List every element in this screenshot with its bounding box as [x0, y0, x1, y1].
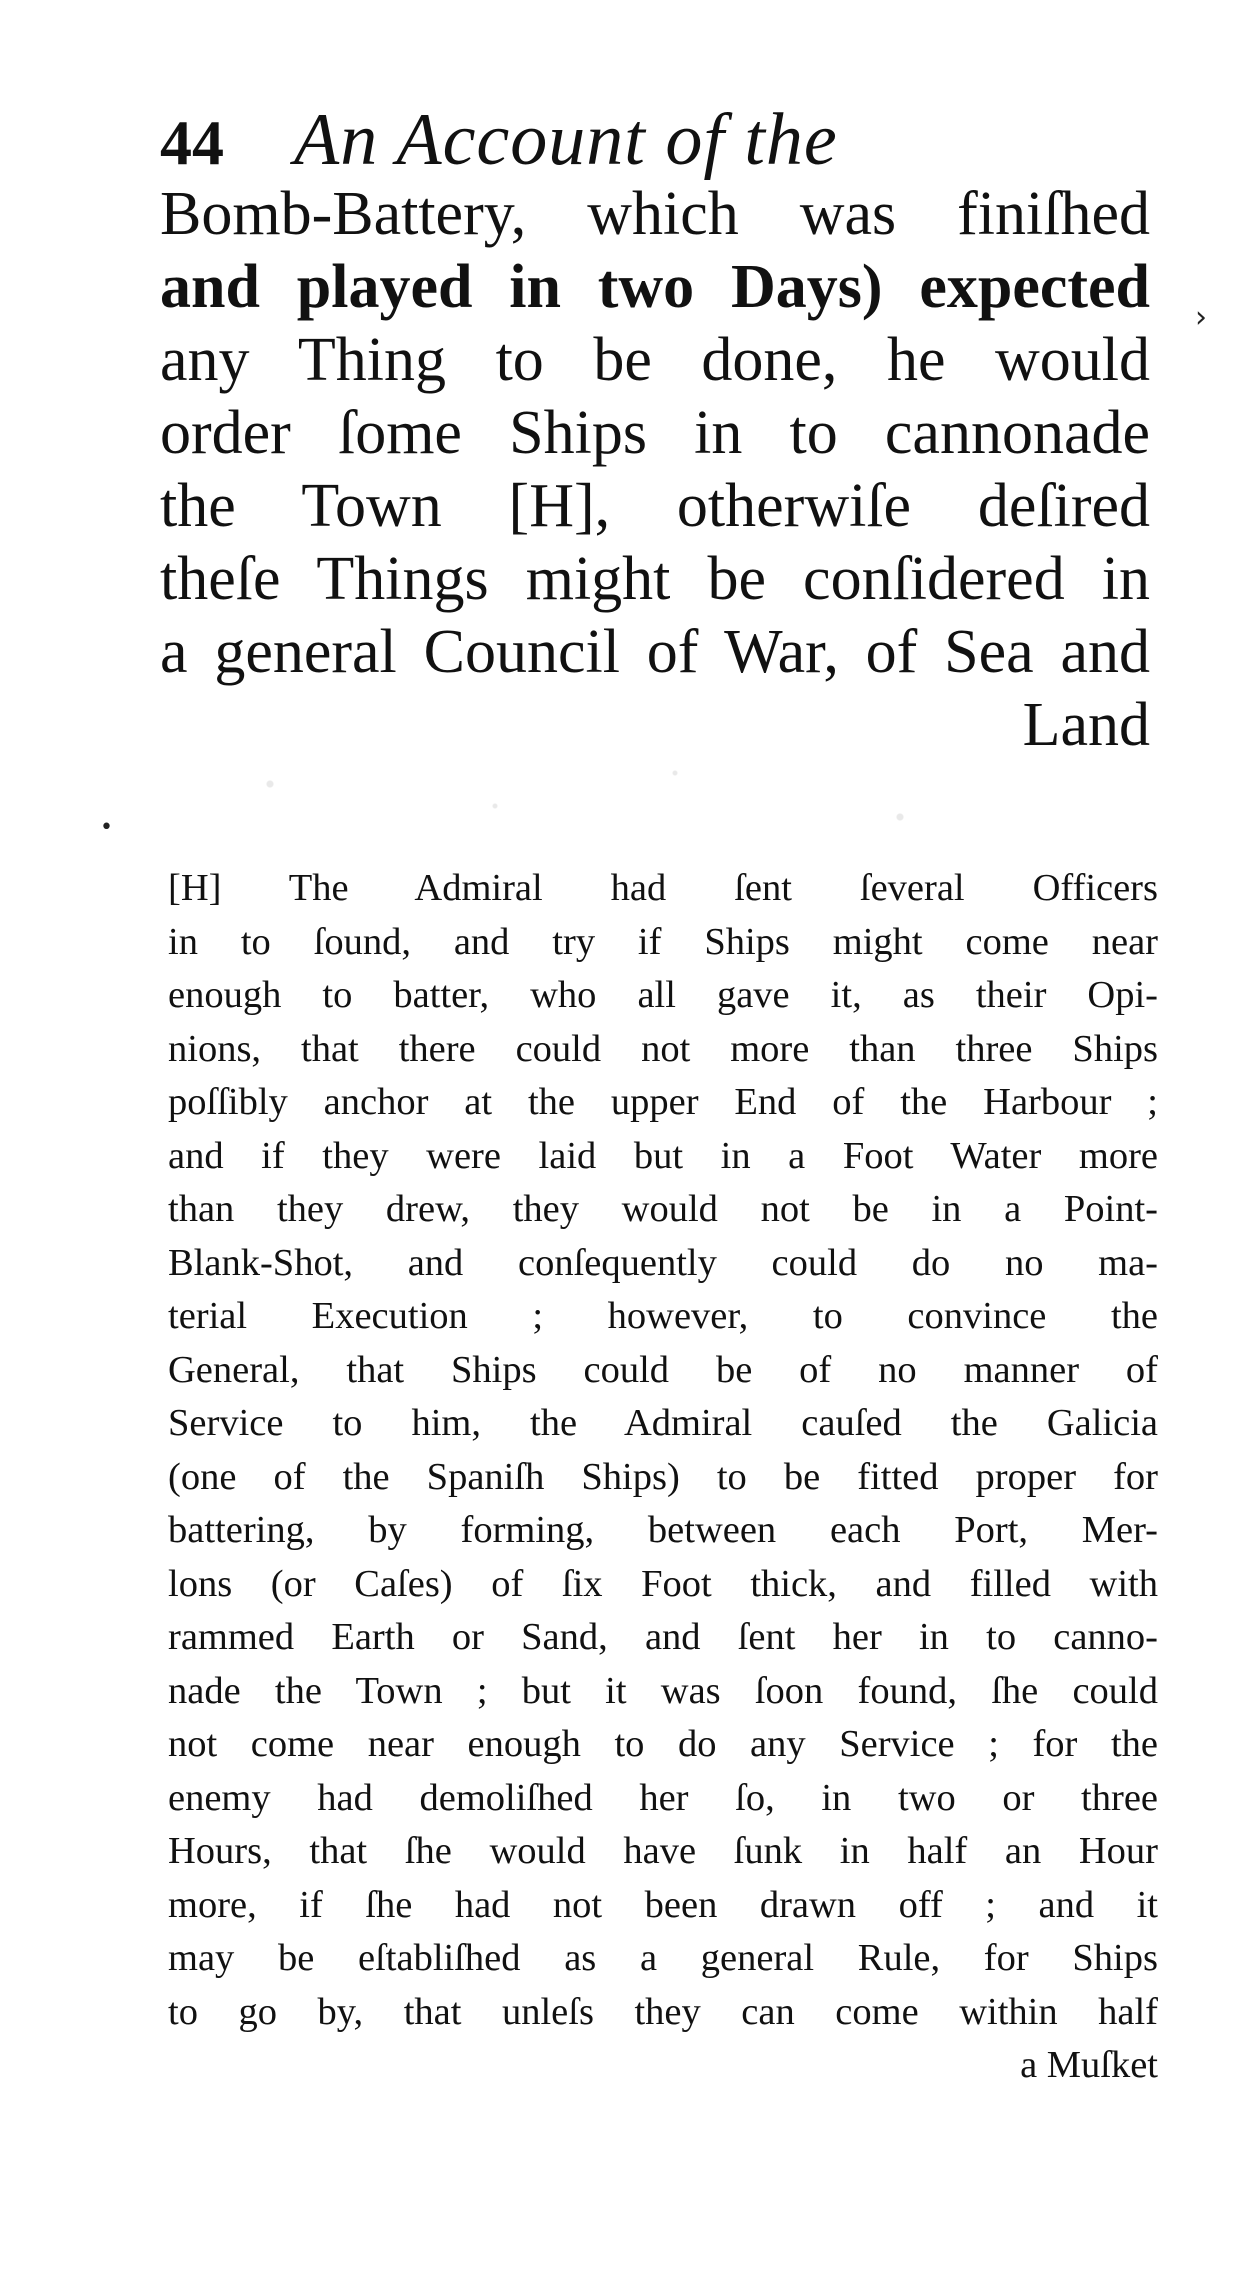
- footnote-line: nions, that there could not more than three Ships: [168, 1027, 1158, 1070]
- footnote-line: more, if ſhe had not been drawn off ; and it: [168, 1883, 1158, 1926]
- footnote-line: battering, by forming, between each Port, Mer-: [168, 1509, 1158, 1551]
- footnote-line: not come near enough to do any Service ; for the: [168, 1723, 1158, 1765]
- footnote-line: General, that Ships could be of no manner of: [168, 1348, 1158, 1391]
- footnote-line: and if they were laid but in a Foot Water more: [168, 1134, 1158, 1177]
- footnote-line: enough to batter, who all gave it, as their Opi-: [168, 974, 1158, 1016]
- footnote-catchword: a Muſket: [1020, 2044, 1158, 2086]
- footnote-line: in to ſound, and try if Ships might come near: [168, 920, 1158, 963]
- footnote-line: Hours, that ſhe would have ſunk in half an Hour: [168, 1830, 1158, 1872]
- text-line: the Town [H], otherwiſe deſired: [160, 472, 1150, 540]
- text-line: and played in two Days) expected: [160, 253, 1150, 321]
- footnote-line: Blank-Shot, and conſequently could do no ma-: [168, 1241, 1158, 1284]
- catchword: Land: [1022, 691, 1150, 759]
- main-text: [160, 178, 1150, 762]
- text-line: order ſome Ships in to cannonade: [160, 399, 1150, 467]
- footnote-line: lons (or Caſes) of ſix Foot thick, and filled with: [168, 1562, 1158, 1605]
- footnote-line: than they drew, they would not be in a Point-: [168, 1188, 1158, 1230]
- footnote-line: rammed Earth or Sand, and ſent her in to canno-: [168, 1616, 1158, 1658]
- margin-mark: ›: [1195, 300, 1207, 335]
- footnote-line: to go by, that unleſs they can come within half: [168, 1990, 1158, 2033]
- footnote-line: terial Execution ; however, to convince the: [168, 1295, 1158, 1337]
- footnote-line: Service to him, the Admiral cauſed the Galicia: [168, 1402, 1158, 1444]
- footnote: [168, 862, 1158, 2093]
- margin-dot: •: [100, 815, 113, 840]
- footnote-line: enemy had demoliſhed her ſo, in two or three: [168, 1776, 1158, 1819]
- footnote-line: (one of the Spaniſh Ships) to be fitted proper for: [168, 1455, 1158, 1498]
- bleed-through-noise: [180, 740, 1080, 850]
- page-header: [160, 98, 1160, 188]
- footnote-line: may be eſtabliſhed as a general Rule, for Ships: [168, 1937, 1158, 1979]
- footnote-line: nade the Town ; but it was ſoon found, ſhe could: [168, 1669, 1158, 1712]
- text-line: theſe Things might be conſidered in: [160, 545, 1150, 613]
- footnote-line: poſſibly anchor at the upper End of the Harbour ;: [168, 1081, 1158, 1123]
- page-number: 44: [160, 107, 224, 178]
- running-head: An Account of the: [294, 99, 838, 181]
- text-line: any Thing to be done, he would: [160, 326, 1150, 394]
- footnote-line: [H] The Admiral had ſent ſeveral Officers: [168, 867, 1158, 909]
- text-line: Bomb-Battery, which was finiſhed: [160, 180, 1150, 248]
- text-line: a general Council of War, of Sea and: [160, 618, 1150, 686]
